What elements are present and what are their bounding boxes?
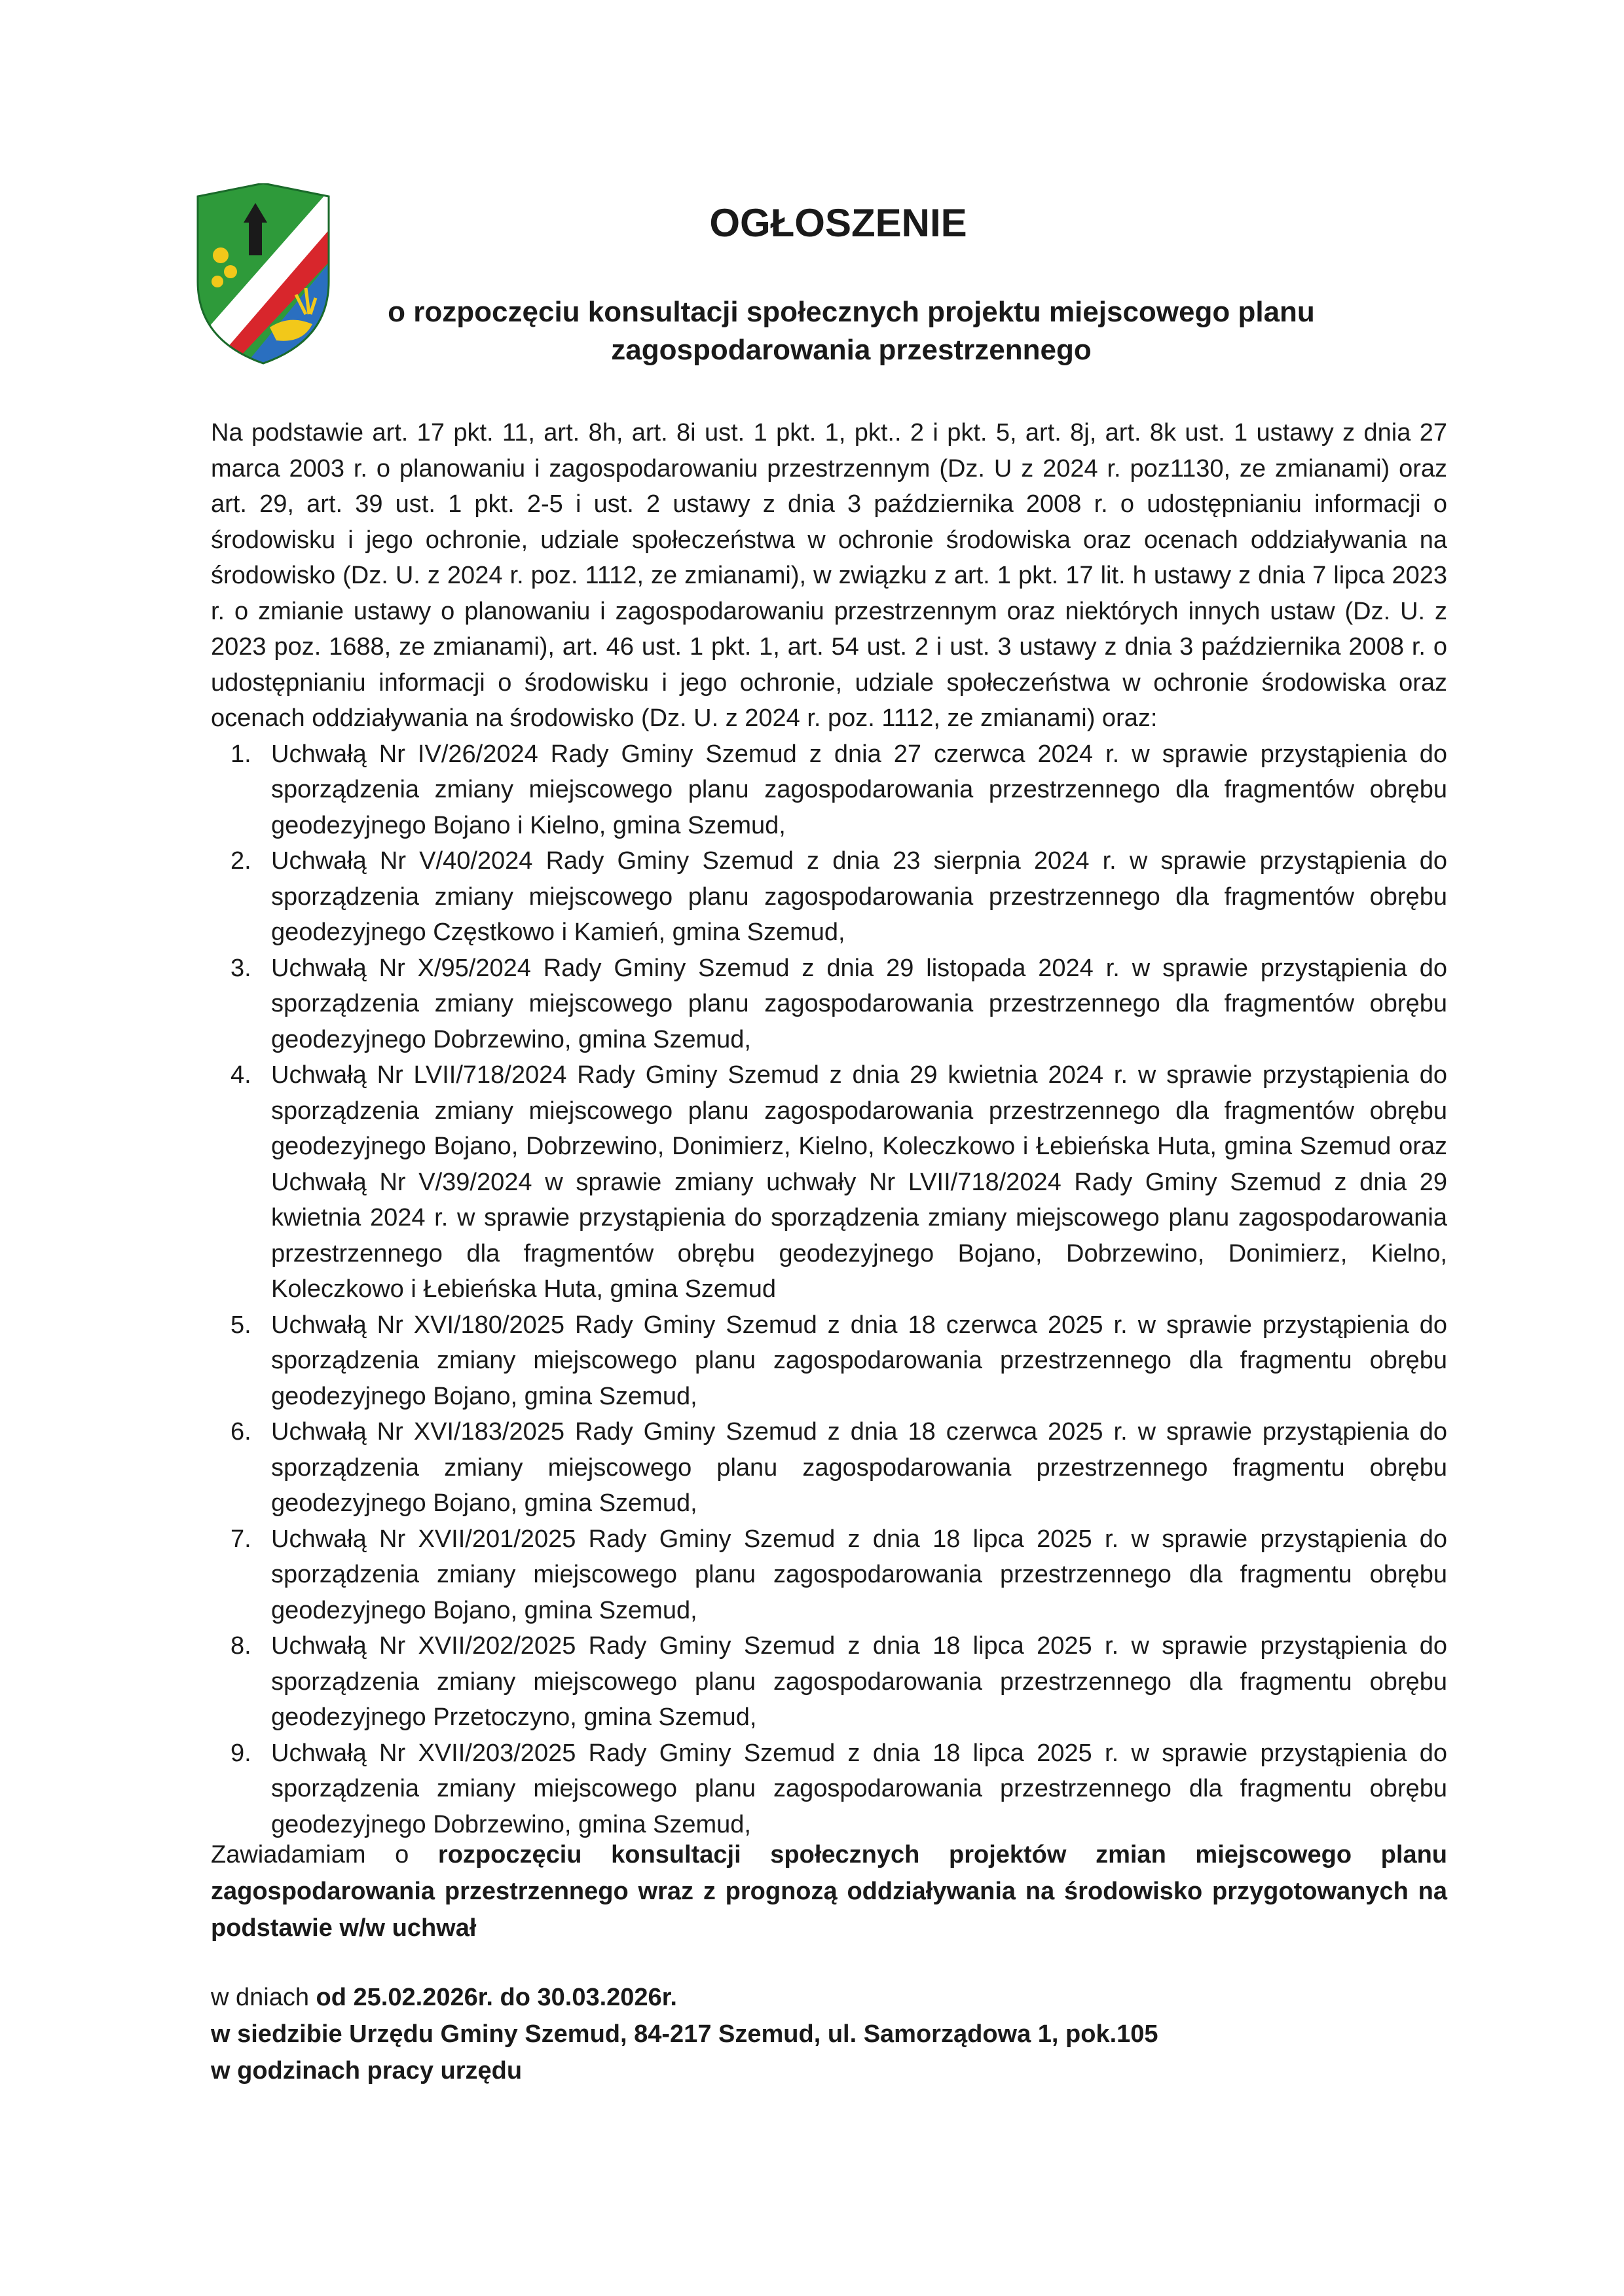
legal-basis-paragraph: Na podstawie art. 17 pkt. 11, art. 8h, art. 8i ust. 1 pkt. 1, pkt.. 2 i pkt. 5, art. 8j, art. 8k ust. 1 ustawy z dnia 27 marca 2003 r. o planowaniu i zagospodarowaniu przestrzennym (Dz. U z 2024 r. poz1130, ze zmianami) oraz art. 29, art. 39 ust. 1 pkt. 2-5 i ust. 2 ustawy z dnia 3 października 2008 r. o udostępnianiu informacji o środowisku i jego ochronie, udziale społeczeństwa w ochronie środowiska oraz ocenach oddziaływania na środowisko (Dz. U. z 2024 r. poz. 1112, ze zmianami), w związku z art. 1 pkt. 17 lit. h ustawy z dnia 7 lipca 2023 r. o zmianie ustawy o planowaniu i zagospodarowaniu przestrzennym oraz niektórych innych ustaw (Dz. U. z 2023 poz. 1688, ze zmianami), art. 46 ust. 1 pkt. 1, art. 54 ust. 2 i ust. 3 ustawy z dnia 3 października 2008 r. o udostępnianiu informacji o środowisku i jego ochronie, udziale społeczeństwa w ochronie środowiska oraz ocenach oddziaływania na środowisko (Dz. U. z 2024 r. poz. 1112, ze zmianami) oraz:	[211, 419, 1447, 732]
resolution-item	[211, 1736, 1447, 1843]
resolution-number: 2.	[231, 847, 251, 875]
resolution-number: 6.	[231, 1418, 251, 1446]
resolution-item	[211, 1414, 1447, 1522]
document-title: OGŁOSZENIE	[709, 201, 967, 245]
hours-value: w godzinach pracy urzędu	[211, 2057, 523, 2085]
resolution-text: Uchwałą Nr LVII/718/2024 Rady Gminy Szemud z dnia 29 kwietnia 2024 r. w sprawie przystąpienia do sporządzenia zmiany miejscowego planu zagospodarowania przestrzennego dla fragmentów obrębu geodezyjnego Bojano, Dobrzewino, Donimierz, Kielno, Koleczkowo i Łebieńska Huta, gmina Szemud oraz Uchwałą Nr V/39/2024 w sprawie zmiany uchwały Nr LVII/718/2024 Rady Gminy Szemud z dnia 29 kwietnia 2024 r. w sprawie przystąpienia do sporządzenia zmiany miejscowego planu zagospodarowania przestrzennego dla fragmentów obrębu geodezyjnego Bojano, Dobrzewino, Donimierz, Kielno, Koleczkowo i Łebieńska Huta, gmina Szemud	[271, 1061, 1447, 1303]
resolution-number: 7.	[231, 1525, 251, 1553]
document-subtitle	[327, 293, 1375, 369]
resolution-text: Uchwałą Nr XVII/203/2025 Rady Gminy Szemud z dnia 18 lipca 2025 r. w sprawie przystąpienia do sporządzenia zmiany miejscowego planu zagospodarowania przestrzennego dla fragmentu obrębu geodezyjnego Dobrzewino, gmina Szemud,	[271, 1739, 1447, 1838]
notice-paragraph	[211, 1836, 1447, 1946]
resolution-number: 9.	[231, 1739, 251, 1767]
resolution-text: Uchwałą Nr XVI/183/2025 Rady Gminy Szemud z dnia 18 czerwca 2025 r. w sprawie przystąpienia do sporządzenia zmiany miejscowego planu zagospodarowania przestrzennego fragmentu obrębu geodezyjnego Bojano, gmina Szemud,	[271, 1418, 1447, 1517]
subtitle-line-1: o rozpoczęciu konsultacji społecznych projektu miejscowego planu	[388, 296, 1315, 328]
resolution-item	[211, 843, 1447, 951]
resolution-item	[211, 1628, 1447, 1736]
resolution-text: Uchwałą Nr XVI/180/2025 Rady Gminy Szemud z dnia 18 czerwca 2025 r. w sprawie przystąpienia do sporządzenia zmiany miejscowego planu zagospodarowania przestrzennego dla fragmentu obrębu geodezyjnego Bojano, gmina Szemud,	[271, 1311, 1447, 1410]
resolution-number: 3.	[231, 954, 251, 982]
resolution-text: Uchwałą Nr X/95/2024 Rady Gminy Szemud z dnia 29 listopada 2024 r. w sprawie przystąpienia do sporządzenia zmiany miejscowego planu zagospodarowania przestrzennego dla fragmentów obrębu geodezyjnego Dobrzewino, gmina Szemud,	[271, 954, 1447, 1053]
notice-lead: Zawiadamiam o	[211, 1841, 438, 1868]
consultation-details	[211, 1979, 1158, 2089]
consultation-dates	[211, 1979, 1158, 2016]
consultation-hours	[211, 2052, 1158, 2089]
dates-value: od 25.02.2026r. do 30.03.2026r.	[316, 1984, 677, 2011]
resolution-text: Uchwałą Nr V/40/2024 Rady Gminy Szemud z dnia 23 sierpnia 2024 r. w sprawie przystąpienia do sporządzenia zmiany miejscowego planu zagospodarowania przestrzennego dla fragmentów obrębu geodezyjnego Częstkowo i Kamień, gmina Szemud,	[271, 847, 1447, 946]
resolution-item	[211, 1307, 1447, 1415]
resolutions-list	[211, 737, 1447, 1843]
resolution-text: Uchwałą Nr XVII/201/2025 Rady Gminy Szemud z dnia 18 lipca 2025 r. w sprawie przystąpienia do sporządzenia zmiany miejscowego planu zagospodarowania przestrzennego dla fragmentu obrębu geodezyjnego Bojano, gmina Szemud,	[271, 1525, 1447, 1624]
resolution-item	[211, 951, 1447, 1058]
resolution-item	[211, 737, 1447, 844]
location-value: w siedzibie Urzędu Gminy Szemud, 84-217 Szemud, ul. Samorządowa 1, pok.105	[211, 2020, 1158, 2048]
resolution-text: Uchwałą Nr IV/26/2024 Rady Gminy Szemud z dnia 27 czerwca 2024 r. w sprawie przystąpienia do sporządzenia zmiany miejscowego planu zagospodarowania przestrzennego dla fragmentów obrębu geodezyjnego Bojano i Kielno, gmina Szemud,	[271, 740, 1447, 839]
resolution-number: 8.	[231, 1632, 251, 1660]
dates-lead: w dniach	[211, 1984, 316, 2011]
document-body	[211, 415, 1447, 1842]
resolution-number: 4.	[231, 1061, 251, 1089]
resolution-number: 5.	[231, 1311, 251, 1339]
resolution-item	[211, 1057, 1447, 1307]
resolution-text: Uchwałą Nr XVII/202/2025 Rady Gminy Szemud z dnia 18 lipca 2025 r. w sprawie przystąpienia do sporządzenia zmiany miejscowego planu zagospodarowania przestrzennego dla fragmentu obrębu geodezyjnego Przetoczyno, gmina Szemud,	[271, 1632, 1447, 1731]
consultation-location	[211, 2016, 1158, 2052]
notice-bold: rozpoczęciu konsultacji społecznych projektów zmian miejscowego planu zagospodarowania przestrzennego wraz z prognozą oddziaływania na środowisko przygotowanych na podstawie w/w uchwał	[211, 1841, 1448, 1942]
resolution-item	[211, 1522, 1447, 1629]
subtitle-line-2: zagospodarowania przestrzennego	[611, 334, 1092, 366]
resolution-number: 1.	[231, 740, 251, 768]
